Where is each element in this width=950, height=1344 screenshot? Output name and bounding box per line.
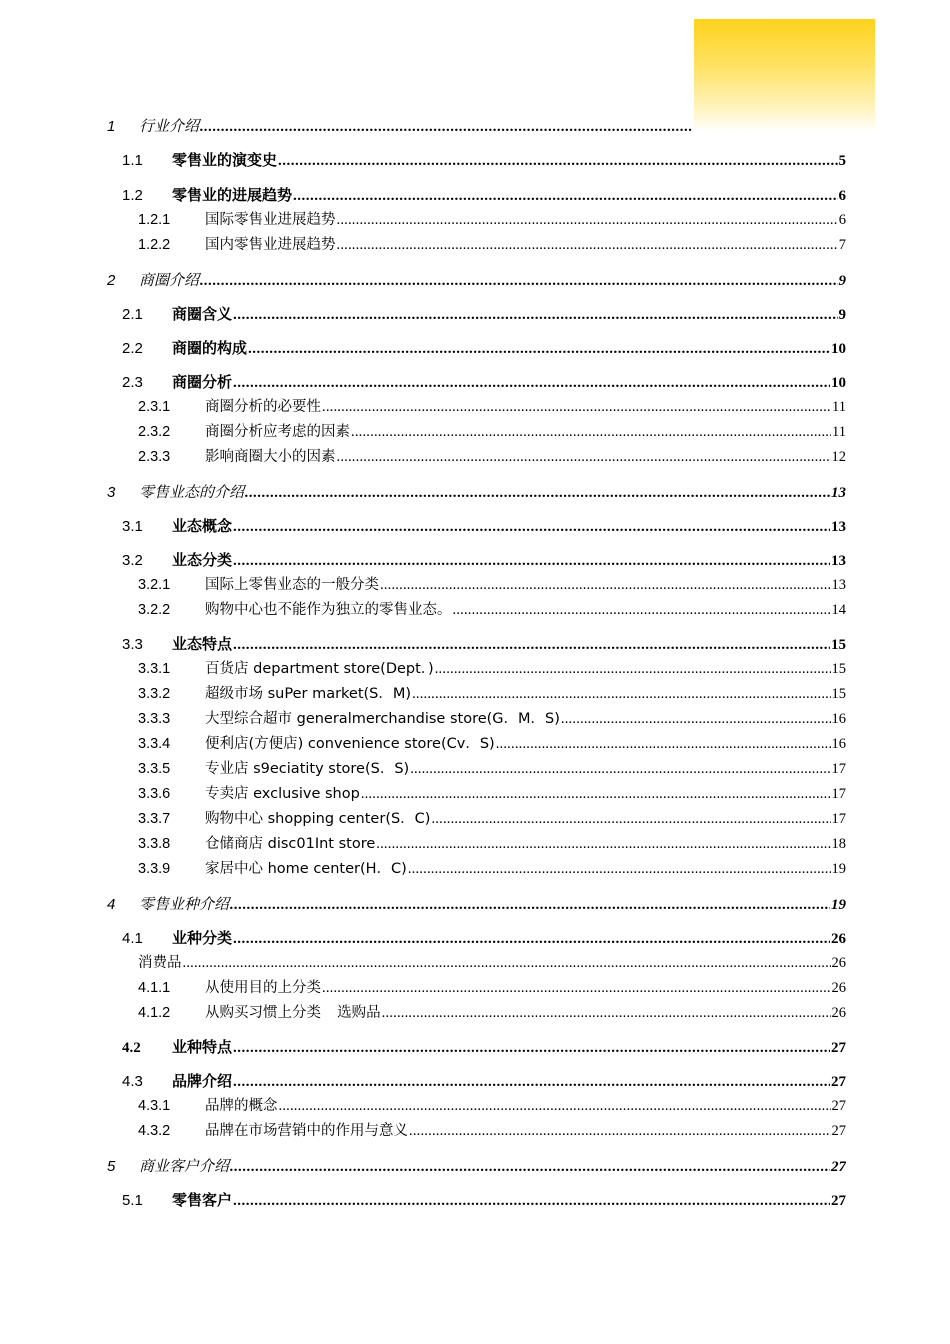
toc-entry-3-3-5[interactable]	[138, 759, 846, 779]
toc-title: 超级市场 suPer market(S．M)	[205, 686, 412, 702]
leader-dots	[435, 659, 831, 679]
toc-title: 业种分类	[172, 929, 233, 947]
leader-dots	[233, 305, 837, 324]
toc-page: 13	[831, 553, 846, 569]
toc-entry-3-3-4[interactable]	[138, 734, 846, 754]
toc-title: 购物中心也不能作为独立的零售业态。	[205, 602, 452, 618]
toc-page: 27	[831, 1074, 846, 1090]
toc-entry-3-3-1[interactable]	[138, 659, 846, 679]
toc-title: 零售业态的介绍	[139, 483, 245, 501]
toc-title: 行业介绍	[139, 117, 200, 135]
toc-title: 专业店 s9eciatity store(S．S)	[205, 761, 410, 777]
toc-number: 4.1	[122, 930, 143, 947]
toc-entry-consumer-goods[interactable]	[138, 953, 846, 973]
toc-number: 1.1	[122, 152, 143, 169]
toc-page: 5	[838, 153, 846, 169]
toc-page: 13	[831, 519, 846, 535]
leader-dots	[561, 709, 831, 729]
toc-page: 13	[831, 577, 846, 593]
toc-number: 3.2	[122, 552, 143, 569]
toc-title: 业态分类	[172, 551, 233, 569]
toc-entry-4-1[interactable]	[122, 928, 846, 948]
toc-number: 3.3.5	[138, 761, 171, 777]
toc-page: 6	[838, 188, 846, 204]
toc-number: 3.3.4	[138, 736, 171, 752]
toc-entry-3-3-9[interactable]	[138, 859, 846, 879]
leader-dots	[337, 210, 838, 230]
toc-title: 业态特点	[172, 635, 233, 653]
toc-entry-4-3[interactable]	[122, 1071, 846, 1091]
leader-dots	[453, 600, 831, 620]
toc-entry-1-2[interactable]	[122, 185, 846, 205]
toc-entry-4-3-1[interactable]	[138, 1096, 846, 1116]
toc-page: 27	[831, 1123, 846, 1139]
toc-page: 26	[831, 1005, 846, 1021]
toc-page: 15	[831, 686, 846, 702]
leader-dots	[233, 517, 830, 536]
leader-dots	[278, 151, 837, 170]
toc-page: 15	[831, 661, 846, 677]
toc-page: 11	[832, 399, 846, 415]
toc-title: 业态概念	[172, 517, 233, 535]
toc-title: 国内零售业进展趋势	[205, 237, 336, 253]
leader-dots	[233, 373, 830, 392]
toc-entry-2-2[interactable]	[122, 338, 846, 358]
leader-dots	[496, 734, 831, 754]
toc-title: 影响商圈大小的因素	[205, 449, 336, 465]
toc-title: 百货店 department store(Dept．)	[205, 661, 434, 677]
toc-title: 零售客户	[172, 1191, 233, 1209]
leader-dots	[351, 422, 831, 442]
toc-entry-5-1[interactable]	[122, 1190, 846, 1210]
toc-page: 9	[838, 307, 846, 323]
toc-page: 12	[831, 449, 846, 465]
toc-number: 5.1	[122, 1192, 143, 1209]
toc-title: 便利店(方便店) convenience store(Cv．S)	[205, 736, 495, 752]
toc-title: 业种特点	[172, 1038, 233, 1056]
toc-entry-3-3[interactable]	[122, 634, 846, 654]
leader-dots	[408, 859, 831, 879]
leader-dots	[337, 447, 831, 467]
toc-page: 11	[832, 424, 846, 440]
toc-number: 3.3.1	[138, 661, 171, 677]
toc-number: 2.1	[122, 306, 143, 323]
toc-number: 3	[107, 484, 116, 501]
leader-dots	[233, 551, 830, 570]
toc-page: 16	[831, 736, 846, 752]
toc-title: 国际零售业进展趋势	[205, 212, 336, 228]
leader-dots	[233, 1038, 830, 1057]
toc-entry-3-2[interactable]	[122, 550, 846, 570]
toc-page: 17	[831, 761, 846, 777]
toc-page: 14	[831, 602, 846, 618]
leader-dots	[361, 784, 831, 804]
toc-page: 27	[831, 1159, 846, 1175]
leader-dots	[412, 684, 830, 704]
leader-dots	[233, 1191, 830, 1210]
toc-entry-3-3-3[interactable]	[138, 709, 846, 729]
toc-number: 3.3.2	[138, 686, 171, 702]
toc-entry-4-3-2[interactable]	[138, 1121, 846, 1141]
leader-dots	[230, 895, 830, 914]
toc-title: 购物中心 shopping center(S．C)	[205, 811, 431, 827]
toc-number: 4	[107, 896, 116, 913]
toc-page: 17	[831, 811, 846, 827]
toc-page: 7	[838, 237, 846, 253]
toc-page: 15	[831, 637, 846, 653]
toc-number: 2.3.3	[138, 449, 171, 465]
toc-number: 1	[107, 118, 116, 135]
toc-page: 27	[831, 1193, 846, 1209]
leader-dots	[233, 635, 830, 654]
leader-dots	[293, 186, 837, 205]
leader-dots	[380, 575, 831, 595]
toc-entry-5[interactable]	[107, 1156, 846, 1176]
toc-title: 零售业的演变史	[172, 151, 278, 169]
toc-number: 2.3	[122, 374, 143, 391]
toc-page: 26	[831, 955, 846, 971]
leader-dots	[233, 929, 830, 948]
toc-entry-3-3-8[interactable]	[138, 834, 846, 854]
toc-entry-3[interactable]	[107, 482, 846, 502]
leader-dots	[322, 978, 831, 998]
toc-number: 3.1	[122, 518, 143, 535]
toc-entry-2-1[interactable]	[122, 304, 846, 324]
toc-number: 4.1.2	[138, 1005, 171, 1021]
toc-number: 3.3.3	[138, 711, 171, 727]
toc-entry-3-3-2[interactable]	[138, 684, 846, 704]
toc-number: 3.3.9	[138, 861, 171, 877]
leader-dots	[431, 809, 830, 829]
toc-number: 2.2	[122, 340, 143, 357]
toc-number: 5	[107, 1158, 116, 1175]
toc-entry-4-1-2[interactable]	[138, 1003, 846, 1023]
toc-entry-3-2-1[interactable]	[138, 575, 846, 595]
toc-entry-2-3[interactable]	[122, 372, 846, 392]
toc-number: 4.3.1	[138, 1098, 171, 1114]
toc-entry-4-2[interactable]	[122, 1037, 846, 1057]
leader-dots	[382, 1003, 831, 1023]
toc-number: 4.1.1	[138, 980, 171, 996]
toc-entry-1-1[interactable]	[122, 150, 846, 170]
leader-dots	[376, 834, 830, 854]
leader-dots	[183, 953, 831, 973]
toc-page: 6	[838, 212, 846, 228]
toc-entry-3-2-2[interactable]	[138, 600, 846, 620]
toc-number: 3.3	[122, 636, 143, 653]
toc-title: 商业客户介绍	[139, 1157, 230, 1175]
toc-number: 1.2.1	[138, 212, 171, 228]
toc-entry-2-3-1[interactable]	[138, 397, 846, 417]
toc-number: 3.3.7	[138, 811, 171, 827]
leader-dots	[230, 1157, 830, 1176]
toc-number: 3.2.1	[138, 577, 171, 593]
toc-title: 仓储商店 disc01Int store	[205, 836, 376, 852]
leader-dots	[409, 1121, 831, 1141]
toc-title: 商圈介绍	[139, 271, 200, 289]
toc-title: 零售业的进展趋势	[172, 186, 293, 204]
toc-page: 27	[831, 1040, 846, 1056]
toc-entry-2-3-2[interactable]	[138, 422, 846, 442]
toc-entry-4-1-1[interactable]	[138, 978, 846, 998]
toc-title: 商圈含义	[172, 305, 233, 323]
toc-number: 1.2.2	[138, 237, 171, 253]
toc-number: 2.3.1	[138, 399, 171, 415]
toc-title: 商圈分析的必要性	[205, 399, 321, 415]
toc-page: 13	[831, 485, 846, 501]
toc-number: 4.3	[122, 1073, 143, 1090]
leader-dots	[337, 235, 838, 255]
toc-entry-2[interactable]	[107, 270, 846, 290]
toc-page: 19	[831, 861, 846, 877]
toc-page: 18	[831, 836, 846, 852]
toc-title: 零售业种介绍	[139, 895, 230, 913]
leader-dots	[410, 759, 830, 779]
toc-number: 1.2	[122, 187, 143, 204]
toc-page: 26	[831, 931, 846, 947]
toc-title: 专卖店 exclusive shop	[205, 786, 360, 802]
toc-title: 商圈的构成	[172, 339, 248, 357]
leader-dots	[233, 1072, 830, 1091]
toc-title: 家居中心 home center(H．C)	[205, 861, 407, 877]
toc-entry-1-2-1[interactable]	[138, 210, 846, 230]
leader-dots	[248, 339, 830, 358]
toc-number: 4.2	[122, 1040, 141, 1056]
toc-title: 商圈分析	[172, 373, 233, 391]
leader-dots	[200, 271, 837, 290]
toc-title: 商圈分析应考虑的因素	[205, 424, 350, 440]
toc-title: 消费品	[138, 955, 182, 971]
leader-dots	[245, 483, 830, 502]
toc-subtitle: 选购品	[337, 1005, 381, 1021]
toc-entry-1-2-2[interactable]	[138, 235, 846, 255]
leader-dots	[322, 397, 831, 417]
toc-page: 17	[831, 786, 846, 802]
toc-number: 2	[107, 272, 116, 289]
toc-title: 从使用目的上分类	[205, 980, 321, 996]
leader-dots	[279, 1096, 831, 1116]
toc-entry-2-3-3[interactable]	[138, 447, 846, 467]
toc-title: 大型综合超市 generalmerchandise store(G．M．S)	[205, 711, 560, 727]
toc-page: 10	[831, 375, 846, 391]
toc-title: 品牌在市场营销中的作用与意义	[205, 1123, 408, 1139]
toc-number: 4.3.2	[138, 1123, 171, 1139]
toc-number: 3.3.6	[138, 786, 171, 802]
toc-page: 26	[831, 980, 846, 996]
toc-title: 从购买习惯上分类	[205, 1005, 321, 1021]
toc-number: 3.3.8	[138, 836, 171, 852]
toc-entry-3-3-6[interactable]	[138, 784, 846, 804]
leader-dots	[200, 117, 692, 136]
toc-entry-3-3-7[interactable]	[138, 809, 846, 829]
toc-number: 3.2.2	[138, 602, 171, 618]
toc-page: 27	[831, 1098, 846, 1114]
toc-title: 品牌的概念	[205, 1098, 278, 1114]
toc-entry-1[interactable]	[107, 116, 693, 136]
toc-entry-4[interactable]	[107, 894, 846, 914]
toc-title: 国际上零售业态的一般分类	[205, 577, 379, 593]
toc-title: 品牌介绍	[172, 1072, 233, 1090]
toc-page: 19	[831, 897, 846, 913]
toc-entry-3-1[interactable]	[122, 516, 846, 536]
toc-page: 16	[831, 711, 846, 727]
toc-page: 9	[838, 273, 846, 289]
toc-page: 10	[831, 341, 846, 357]
toc-number: 2.3.2	[138, 424, 171, 440]
